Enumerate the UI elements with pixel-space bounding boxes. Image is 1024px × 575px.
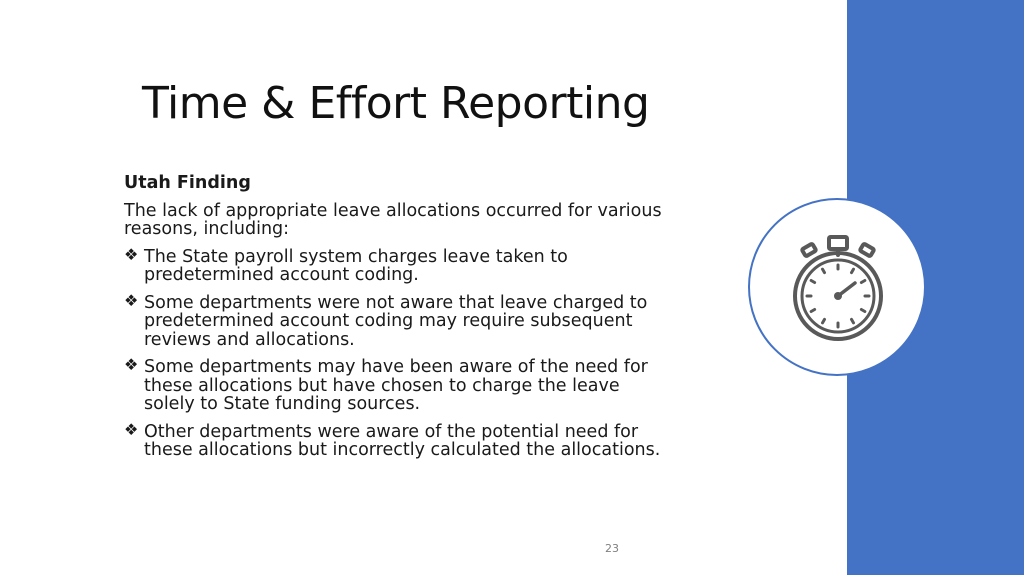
bullet-text: Other departments were aware of the potential need for these allocations but incorrectly calculated the allocations.: [144, 421, 661, 460]
bullet-item: [124, 355, 664, 414]
stopwatch-tick: [811, 310, 814, 312]
bullet-list: [124, 244, 664, 460]
diamond-bullet-icon: ❖: [124, 355, 139, 374]
bullet-text: The State payroll system charges leave taken to predetermined account coding.: [144, 246, 568, 285]
stopwatch-tick: [852, 269, 854, 272]
bullet-text: Some departments were not aware that leave charged to predetermined account coding may require subsequent reviews and allocations.: [144, 292, 648, 350]
stopwatch-tick: [823, 319, 825, 322]
diamond-bullet-icon: ❖: [124, 290, 139, 310]
slide-body: [124, 174, 664, 469]
slide-title: Time & Effort Reporting: [142, 78, 650, 129]
bullet-item: [124, 419, 664, 460]
bullet-text: Some departments may have been aware of the need for these allocations but have chosen to charge the leave solely to State funding sources.: [144, 357, 648, 414]
stopwatch-tick: [861, 281, 864, 283]
intro-paragraph: The lack of appropriate leave allocations occurred for various reasons, including:: [124, 200, 662, 239]
page-number: 23: [605, 542, 619, 555]
stopwatch-tick: [823, 269, 825, 272]
stopwatch-icon: [788, 233, 888, 345]
bullet-item: [124, 244, 664, 285]
stopwatch-badge: [748, 198, 926, 376]
finding-heading: Utah Finding: [124, 173, 251, 193]
stopwatch-tick: [852, 319, 854, 322]
diamond-bullet-icon: ❖: [124, 419, 139, 439]
stopwatch-tick: [811, 281, 814, 283]
bullet-item: [124, 290, 664, 350]
stopwatch-tick: [861, 310, 864, 312]
diamond-bullet-icon: ❖: [124, 244, 139, 264]
